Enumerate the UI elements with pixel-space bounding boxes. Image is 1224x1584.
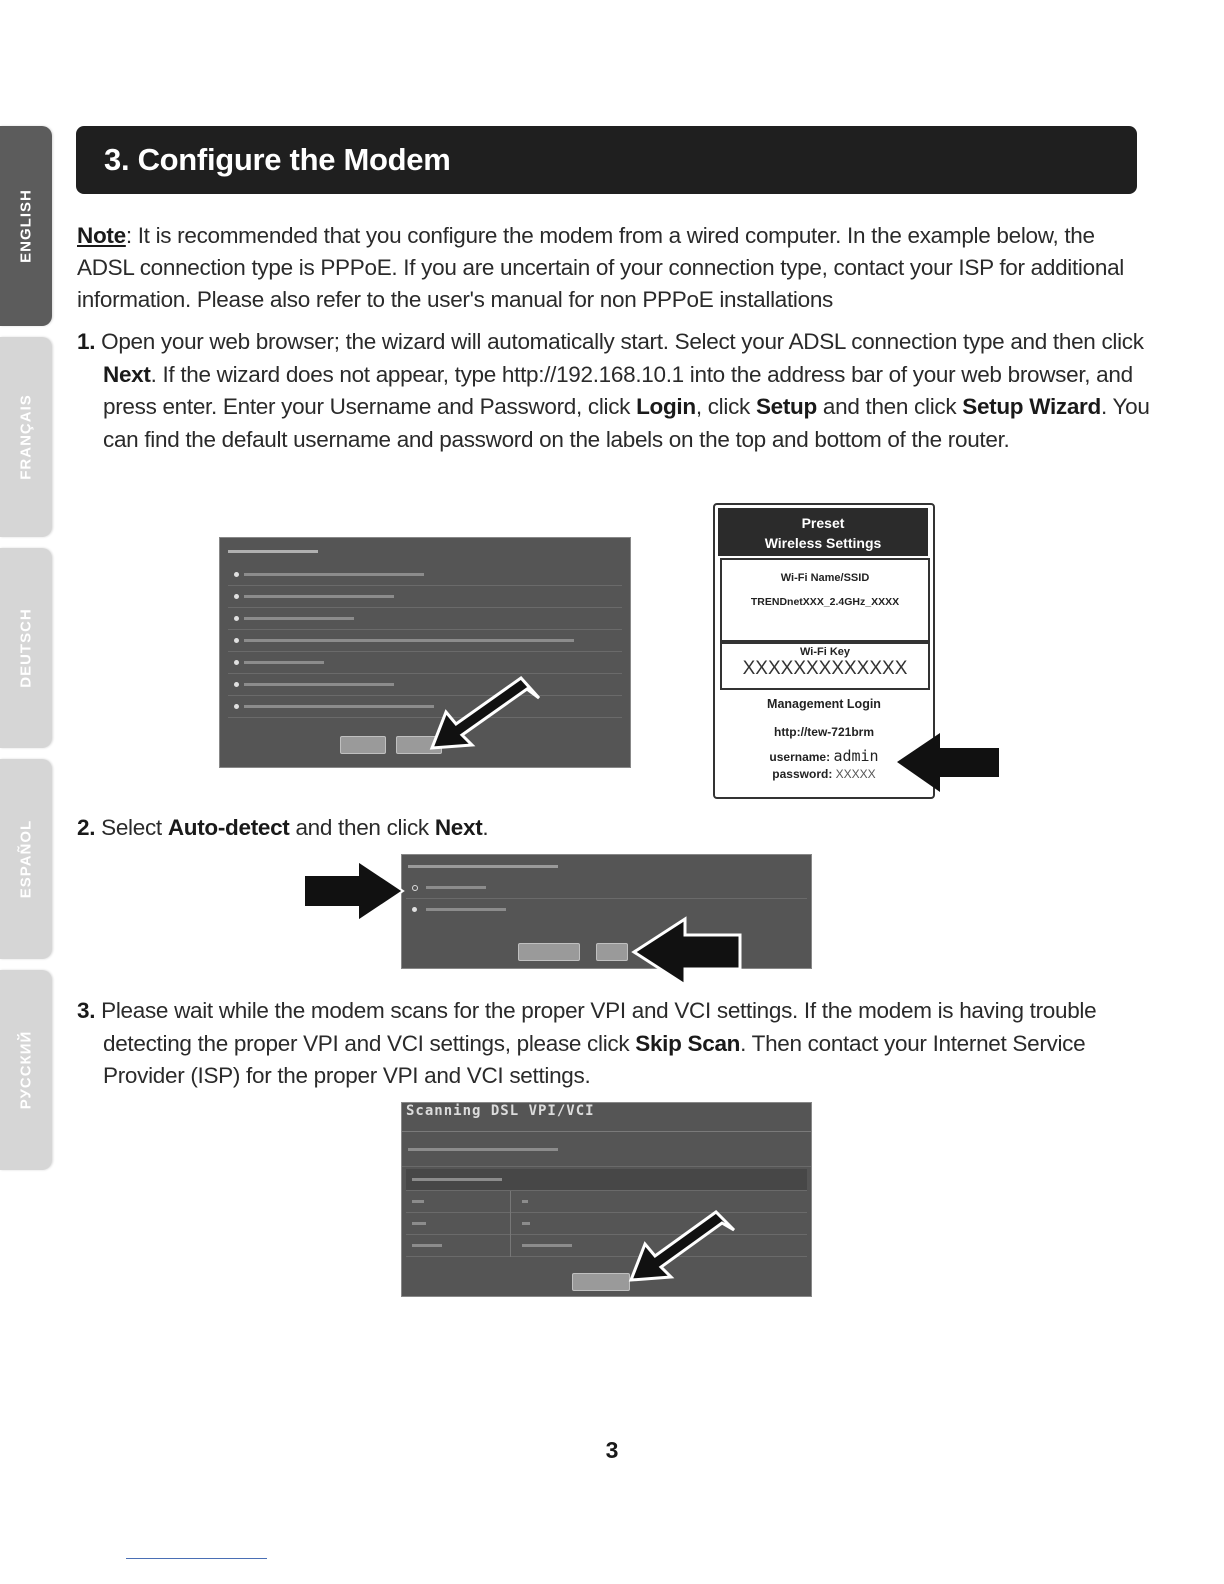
- step-bold: Next: [434, 815, 483, 840]
- step-text: . You can find the default username and password on the labels on the top and bottom of the router.: [103, 394, 1150, 452]
- footer-divider: [126, 1558, 267, 1559]
- ssid-label: Wi-Fi Name/SSID: [780, 572, 870, 584]
- step-text: . If the wizard does not appear, type http://192.168.10.1 into the address bar of your web browser, and press enter. Enter your Username and Password, click: [103, 361, 1133, 419]
- page-title: 3. Configure the Modem: [104, 142, 451, 177]
- tab-label: РУССКИЙ: [17, 1030, 35, 1110]
- password-value: XXXXX: [835, 767, 876, 781]
- tab-label: ESPAÑOL: [17, 819, 35, 899]
- step-text: , click: [695, 394, 756, 419]
- mgmt-url: http://tew-721brm: [773, 725, 874, 739]
- ssid-value: TRENDnetXXX_2.4GHz_XXXX: [750, 596, 900, 608]
- label-header-line: Wireless Settings: [764, 535, 882, 551]
- scan-title: Scanning DSL VPI/VCI: [406, 1103, 595, 1119]
- tab-label: DEUTSCH: [17, 608, 35, 688]
- step-text: and then click: [289, 815, 435, 840]
- note-text: : It is recommended that you configure the modem from a wired computer. In the example below, the ADSL connection type is PPPoE. If you are uncertain of your connection type, contact your ISP for additional information. Please also refer to the user's manual for non PPPoE installations: [77, 223, 1124, 312]
- username-label: username:: [769, 750, 831, 764]
- step-text: and then click: [816, 394, 963, 419]
- step-text: Please wait while the modem scans for the proper VPI and VCI settings. If the modem is having trouble detecting the proper VPI and VCI settings, please click: [95, 998, 1097, 1056]
- step-number: 3.: [77, 998, 96, 1023]
- step-number: 1.: [77, 329, 96, 354]
- label-header-line: Preset: [801, 515, 845, 531]
- step-bold: Setup: [755, 394, 817, 419]
- step-text: .: [482, 815, 489, 840]
- password-label: password:: [772, 767, 833, 781]
- step-number: 2.: [77, 815, 96, 840]
- step-bold: Next: [103, 361, 151, 387]
- step-text: . Then contact your Internet Service Provider (ISP) for the proper VPI and VCI settings.: [103, 1030, 1086, 1088]
- note-label: Note: [77, 223, 126, 248]
- key-value: XXXXXXXXXXXXX: [742, 658, 908, 679]
- step-bold: Skip Scan: [635, 1030, 741, 1056]
- page-number: 3: [605, 1437, 619, 1463]
- step-bold: Auto-detect: [167, 815, 290, 840]
- tab-label: FRANÇAIS: [17, 394, 35, 480]
- step-text: Select: [95, 815, 168, 840]
- step-bold: Login: [636, 394, 696, 419]
- key-label: Wi-Fi Key: [799, 646, 850, 658]
- step-bold: Setup Wizard: [962, 394, 1101, 419]
- step-text: Open your web browser; the wizard will automatically start. Select your ADSL connection type and then click: [95, 329, 1144, 354]
- mgmt-label: Management Login: [767, 697, 881, 711]
- tab-label: ENGLISH: [17, 189, 35, 263]
- username-value: admin: [833, 747, 879, 765]
